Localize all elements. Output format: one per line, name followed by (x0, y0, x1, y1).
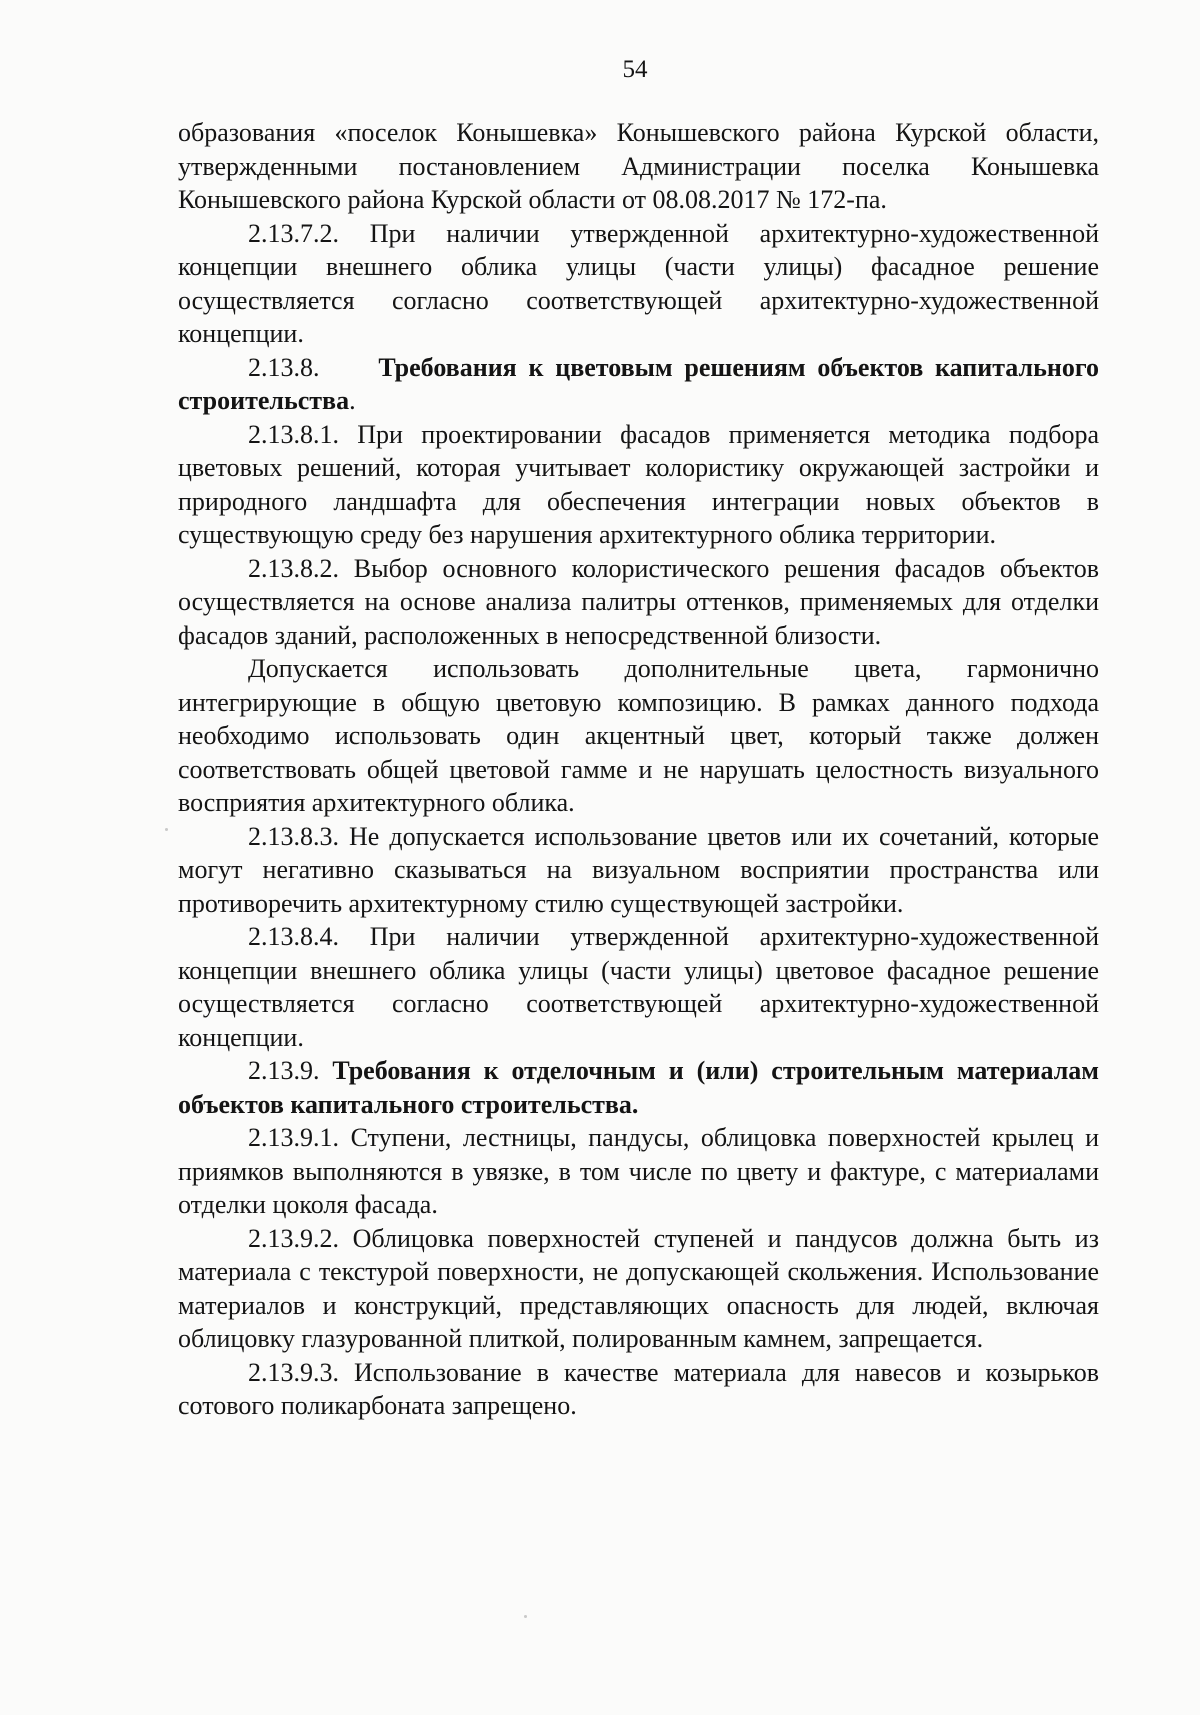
section-title-tail: . (349, 386, 356, 415)
section-number: 2.13.9. (248, 1056, 320, 1085)
paragraph-continuation: образования «поселок Конышевка» Конышевского района Курской области, утвержденными постановлением Администрации поселка Конышевка Конышевского района Курской области от 08.08.2017 № 172-па. (178, 118, 1099, 214)
paragraph-2-13-8-2: 2.13.8.2. Выбор основного колористического решения фасадов объектов осуществляется на основе анализа палитры оттенков, применяемых для отделки фасадов зданий, расположенных в непосредственной близости. (178, 553, 1099, 650)
scan-speck (524, 1615, 527, 1618)
section-title: Требования к цветовым решениям объектов капитального строительства (178, 352, 1100, 415)
paragraph-accent-color: Допускается использовать дополнительные цвета, гармонично интегрирующие в общую цветовую композицию. В рамках данного подхода необходимо использовать один акцентный цвет, который также должен соответствовать общей цветовой гамме и не нарушать целостность визуального восприятия архитектурного облика. (178, 654, 1099, 817)
paragraph-2-13-7-2: 2.13.7.2. При наличии утвержденной архитектурно-художественной концепции внешнего облика улицы (части улицы) фасадное решение осуществляется согласно соответствующей архитектурно-художественной концепции. (178, 218, 1099, 348)
section-heading-2-13-9 (178, 1054, 1099, 1121)
document-body (178, 116, 1099, 1423)
paragraph-2-13-8-3: 2.13.8.3. Не допускается использование цветов или их сочетаний, которые могут негативно сказываться на визуальном восприятии пространства или противоречить архитектурному стилю существующей застройки. (178, 821, 1099, 918)
section-heading-2-13-8 (178, 351, 1099, 418)
page-number: 54 (622, 56, 648, 83)
scan-speck (165, 828, 168, 831)
section-number: 2.13.8. (248, 352, 320, 382)
paragraph-2-13-8-4: 2.13.8.4. При наличии утвержденной архитектурно-художественной концепции внешнего облика улицы (части улицы) цветовое фасадное решение осуществляется согласно соответствующей архитектурно-художественной концепции. (178, 922, 1099, 1052)
section-title: Требования к отделочным и (или) строительным материалам объектов капитального строительства. (178, 1056, 1100, 1119)
paragraph-2-13-8-1: 2.13.8.1. При проектировании фасадов применяется методика подбора цветовых решений, которая учитывает колористику окружающей застройки и природного ландшафта для обеспечения интеграции новых объектов в существующую среду без нарушения архитектурного облика территории. (178, 419, 1099, 549)
paragraph-2-13-9-3: 2.13.9.3. Использование в качестве материала для навесов и козырьков сотового поликарбоната запрещено. (178, 1357, 1099, 1420)
paragraph-2-13-9-1: 2.13.9.1. Ступени, лестницы, пандусы, облицовка поверхностей крылец и приямков выполняются в увязке, в том числе по цвету и фактуре, с материалами отделки цоколя фасада. (178, 1123, 1099, 1219)
paragraph-2-13-9-2: 2.13.9.2. Облицовка поверхностей ступеней и пандусов должна быть из материала с текстурой поверхности, не допускающей скольжения. Использование материалов и конструкций, представляющих опасность для людей, включая облицовку глазурованной плиткой, полированным камнем, запрещается. (178, 1223, 1099, 1353)
